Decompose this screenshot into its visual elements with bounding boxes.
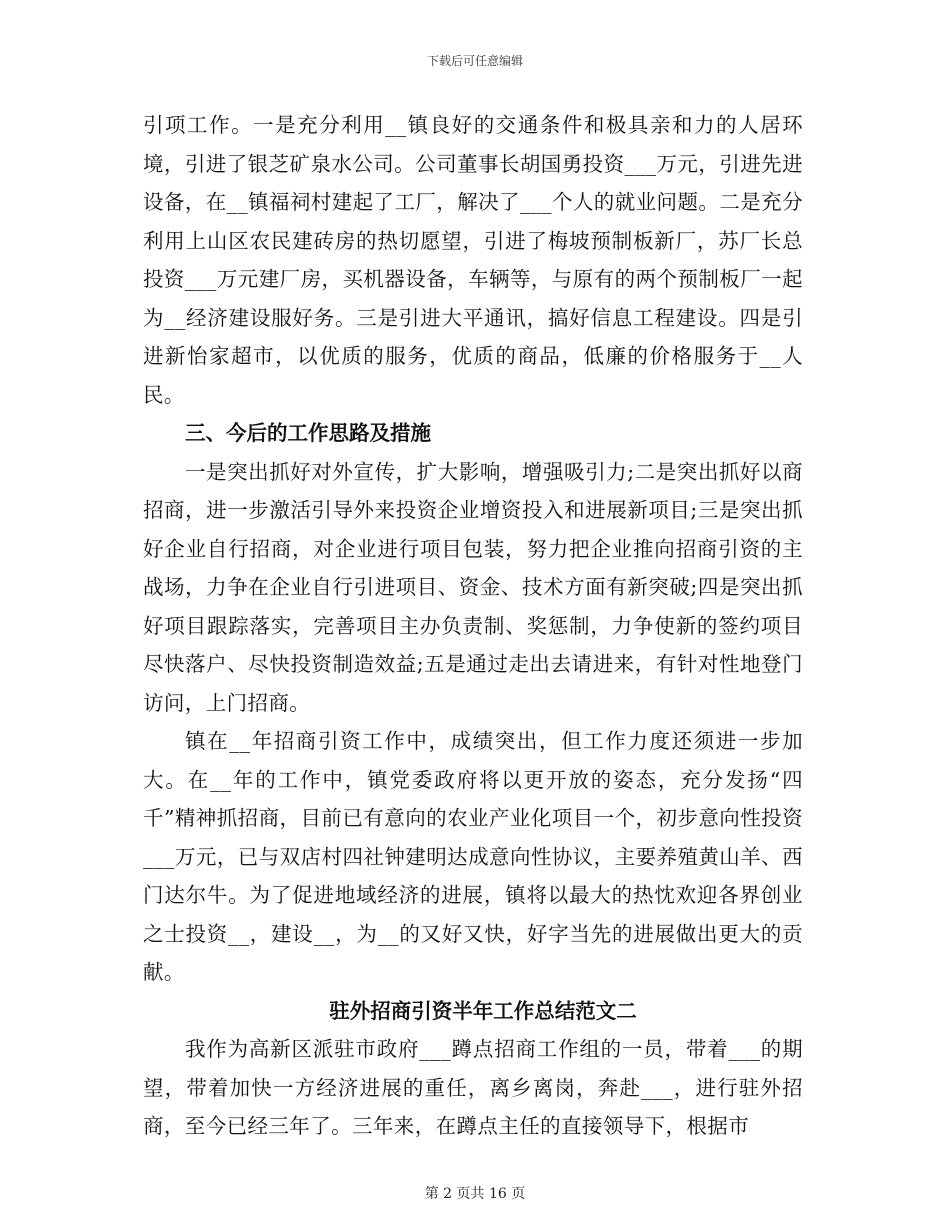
paragraph-3: 镇在__年招商引资工作中，成绩突出，但工作力度还须进一步加大。在__年的工作中，镇党委政府将以更开放的姿态，充分发扬“四千”精神抓招商，目前已有意向的农业产业化项目一个，初步意向性投资___万元，已与双店村四社钟建明达成意向性协议，主要养殖黄山羊、西门达尔牛。为了促进地域经济的进展，镇将以最大的热忱欢迎各界创业之士投资__，建设__，为__的又好又快，好字当先的进展做出更大的贡献。 bbox=[143, 729, 803, 984]
article-title-2: 驻外招商引资半年工作总结范文二 bbox=[329, 998, 637, 1023]
paragraph-2: 一是突出抓好对外宣传，扩大影响，增强吸引力;二是突出抓好以商招商，进一步激活引导外来投资企业增资投入和进展新项目;三是突出抓好企业自行招商，对企业进行项目包装，努力把企业推向招商引资的主战场，力争在企业自行引进项目、资金、技术方面有新突破;四是突出抓好项目跟踪落实，完善项目主办负责制、奖惩制，力争使新的签约项目尽快落户、尽快投资制造效益;五是通过走出去请进来，有针对性地登门访问，上门招商。 bbox=[143, 459, 803, 715]
paragraph-1: 引项工作。一是充分利用__镇良好的交通条件和极具亲和力的人居环境，引进了银芝矿泉水公司。公司董事长胡国勇投资___万元，引进先进设备，在__镇福祠村建起了工厂，解决了___个人的就业问题。二是充分利用上山区农民建砖房的热切愿望，引进了梅坡预制板新厂，苏厂长总投资___万元建厂房，买机器设备，车辆等，与原有的两个预制板厂一起为__经济建设服好务。三是引进大平通讯，搞好信息工程建设。四是引进新怡家超市，以优质的服务，优质的商品，低廉的价格服务于__人民。 bbox=[143, 113, 803, 407]
page-footer: 第 2 页共 16 页 bbox=[424, 1186, 526, 1202]
document-body bbox=[143, 106, 803, 1146]
page-header: 下载后可任意编辑 bbox=[426, 54, 523, 68]
section-heading-3: 三、今后的工作思路及措施 bbox=[185, 421, 431, 445]
paragraph-4: 我作为高新区派驻市政府___蹲点招商工作组的一员，带着___的期望，带着加快一方经济进展的重任，离乡离岗，奔赴___，进行驻外招商，至今已经三年了。三年来，在蹲点主任的直接领导下，根据市 bbox=[143, 1037, 803, 1138]
